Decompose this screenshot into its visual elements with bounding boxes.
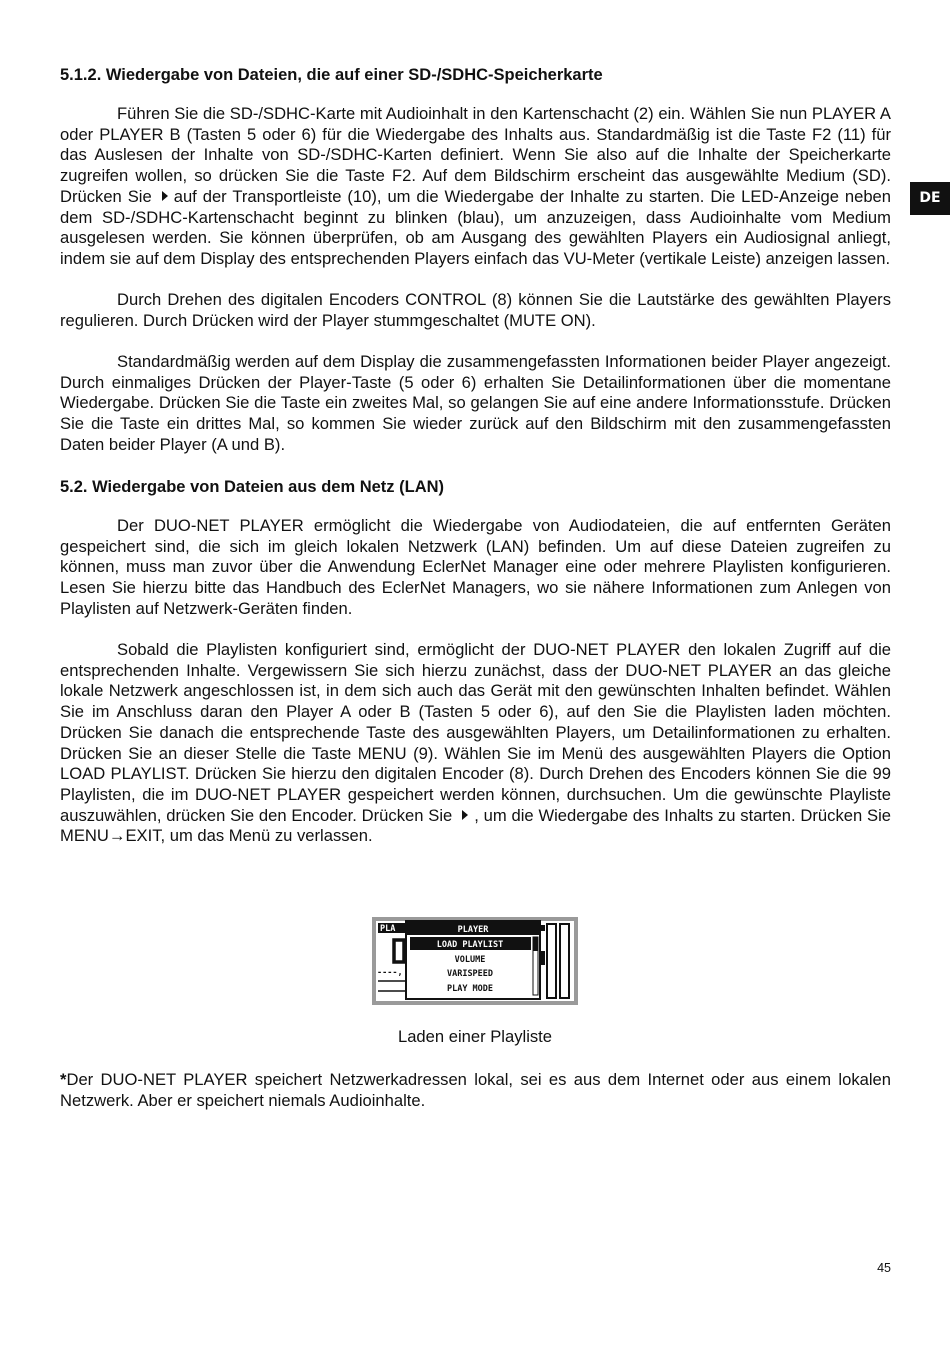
paragraph-sd-card bbox=[60, 104, 891, 270]
arrow-right-icon: → bbox=[108, 826, 126, 846]
menu-item-volume[interactable]: VOLUME bbox=[454, 955, 486, 965]
lcd-screenshot bbox=[372, 917, 578, 1005]
language-tab: DE bbox=[910, 182, 950, 215]
page-content bbox=[60, 64, 891, 868]
paragraph-volume: Durch Drehen des digitalen Encoders CONTROL (8) können Sie die Lautstärke des gewählten Players regulieren. Durch Drücken wird der Player stummgeschaltet (MUTE ON). bbox=[60, 290, 891, 330]
figure-caption: Laden einer Playliste bbox=[397, 1027, 553, 1046]
vu-marker bbox=[540, 925, 545, 931]
menu-title: PLAYER bbox=[457, 925, 489, 935]
menu-item-varispeed[interactable]: VARISPEED bbox=[446, 969, 494, 979]
paragraph-text: , um die Wiedergabe des Inhalts zu starten. Drücken Sie MENU bbox=[60, 805, 891, 846]
dash-readout: ----, bbox=[377, 968, 403, 978]
scrollbar-thumb[interactable] bbox=[533, 937, 538, 951]
footnote-text: Der DUO-NET PLAYER speichert Netzwerkadressen lokal, sei es aus dem Internet oder aus einem lokalen Netzwerk. Aber er speichert niemals Audioinhalte. bbox=[60, 1070, 891, 1110]
vu-marker bbox=[540, 951, 545, 965]
lcd-menu-figure bbox=[372, 917, 578, 1005]
paragraph-lan-intro: Der DUO-NET PLAYER ermöglicht die Wiedergabe von Audiodateien, die auf entfernten Geräten gespeichert sind, die sich im gleich lokalen Netzwerk (LAN) befinden. Um auf diese Dateien zugreifen zu können, muss man zuvor über die Anwendung EclerNet Manager eine oder mehrere Playlisten konfigurieren. Lesen Sie hierzu bitte das Handbuch des EclerNet Managers, wo sie nähere Informationen zum Anlegen von Playlisten auf Netzwerk-Geräten finden. bbox=[60, 516, 891, 618]
paragraph-lan-playlist bbox=[60, 640, 891, 847]
section-heading-5-1-2: 5.1.2. Wiedergabe von Dateien, die auf einer SD-/SDHC-Speicherkarte bbox=[60, 66, 603, 84]
menu-item-load-playlist[interactable]: LOAD PLAYLIST bbox=[436, 940, 504, 950]
menu-item-play-mode[interactable]: PLAY MODE bbox=[446, 984, 494, 994]
paragraph-text: Führen Sie die SD-/SDHC-Karte mit Audioinhalt in den Kartenschacht (2) ein. Wählen Sie nun PLAYER A oder PLAYER B (Tasten 5 oder 6) für die Wiedergabe des Inhalts aus. Standardmäßig ist die Taste F2 (11) für das Auslesen der Inhalte von SD-/SDHC-Karten definiert. Wenn Sie also auf die Inhalte der Speicherkarte zugreifen wollen, so drücken Sie die Taste F2. Auf dem Bildschirm erscheint das ausgewählte Medium (SD). Drücken Sie bbox=[60, 104, 891, 206]
section-heading-5-2: 5.2. Wiedergabe von Dateien aus dem Netz (LAN) bbox=[60, 478, 445, 497]
page-number: 45 bbox=[877, 1261, 891, 1275]
paragraph-text: Sobald die Playlisten konfiguriert sind, ermöglicht der DUO-NET PLAYER den lokalen Zugriff auf die entsprechenden Inhalte. Vergewissern Sie sich hierzu zunächst, dass der DUO-NET PLAYER an das gleiche lokale Netzwerk angeschlossen ist, in dem sich auch das Gerät mit den gewünschten Inhalten befindet. Wählen Sie im Anschluss daran den Player A oder B (Tasten 5 oder 6), auf den Sie die Playlisten laden möchten. Drücken Sie danach die entsprechende Taste des ausgewählten Players, um Detailinformationen zu erhalten. Drücken Sie an dieser Stelle die Taste MENU (9). Wählen Sie im Menü des ausgewählten Players die Option LOAD PLAYLIST. Drücken Sie hierzu den digitalen Encoder (8). Durch Drehen des Encoders können Sie die 99 Playlisten, die im DUO-NET PLAYER gespeichert werden können, durchsuchen. Um die gewünschte Playliste auszuwählen, drücken Sie den Encoder. Drücken Sie bbox=[60, 640, 891, 825]
paragraph-display-info: Standardmäßig werden auf dem Display die zusammengefassten Informationen beider Player angezeigt. Durch einmaliges Drücken der Player-Taste (5 oder 6) erhalten Sie Detailinformationen über die momentane Wiedergabe. Drücken Sie die Taste ein zweites Mal, so gelangen Sie auf eine andere Informationsstufe. Drücken Sie die Taste ein drittes Mal, so kommen Sie wieder zurück auf den Bildschirm mit den zusammengefassten Daten beider Player (A und B). bbox=[60, 352, 891, 454]
paragraph-text: EXIT, um das Menü zu verlassen. bbox=[125, 826, 373, 846]
footnote-star: * bbox=[60, 1070, 67, 1089]
play-icon bbox=[462, 810, 468, 820]
paragraph-text: auf der Transportleiste (10), um die Wiedergabe der Inhalte zu starten. Die LED-Anzeige neben dem SD-/SDHC-Kartenschacht beginnt zu blinken (blau), um anzuzeigen, dass Audioinhalte vom Medium ausgelesen werden. Sie können überprüfen, ob am Ausgang des gewählten Players ein Audiosignal anliegt, indem sie auf dem Display des entsprechenden Players einfach das VU-Meter (vertikale Leiste) anzeigen lassen. bbox=[60, 186, 892, 268]
footnote bbox=[60, 1069, 891, 1111]
header-left-label: PLA bbox=[380, 924, 396, 934]
play-icon bbox=[162, 191, 168, 201]
